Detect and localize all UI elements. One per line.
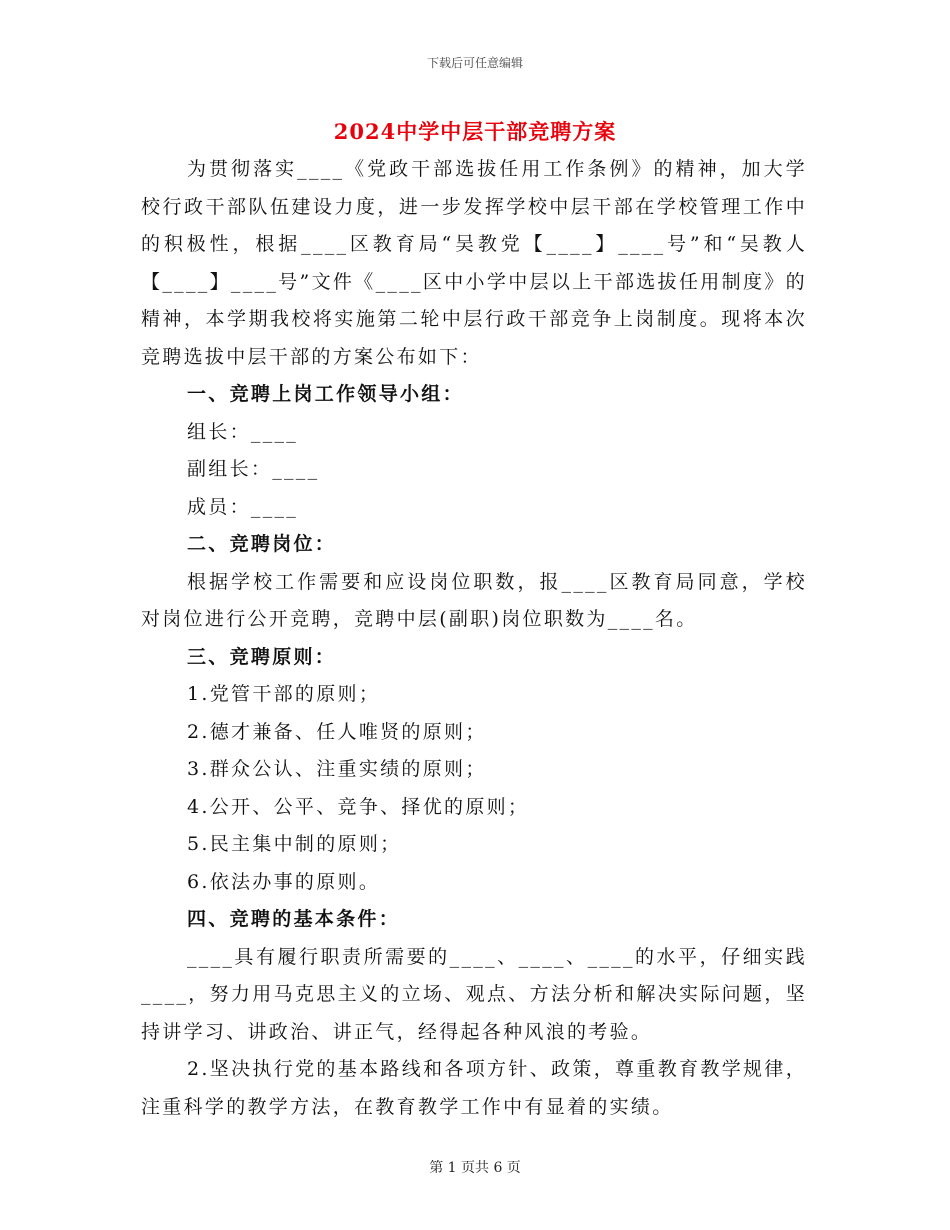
principle-item: 2.德才兼备、任人唯贤的原则； (187, 720, 487, 743)
principle-item: 4.公开、公平、竞争、择优的原则； (187, 795, 530, 818)
condition-paragraph: 2.坚决执行党的基本路线和各项方针、政策，尊重教育教学规律，注重科学的教学方法，在教育教学工作中有显着的实绩。 (141, 1058, 807, 1118)
principle-item: 5.民主集中制的原则； (187, 833, 402, 855)
deputy-leader-line: 副组长：____ (187, 458, 320, 480)
principle-item: 3.群众公认、注重实绩的原则； (187, 758, 487, 780)
principle-item: 1.党管干部的原则； (187, 683, 381, 705)
document-title: 2024中学中层干部竞聘方案 (333, 119, 617, 144)
header-note: 下载后可任意编辑 (426, 56, 523, 70)
section-3-heading: 三、竞聘原则： (187, 645, 337, 668)
document-body (141, 151, 807, 1126)
leader-line: 组长：____ (187, 420, 299, 443)
members-line: 成员：____ (187, 495, 299, 518)
page-footer: 第 1 页共 6 页 (429, 1160, 521, 1176)
section-1-heading: 一、竞聘上岗工作领导小组： (187, 383, 464, 405)
positions-paragraph: 根据学校工作需要和应设岗位职数，报____区教育局同意，学校对岗位进行公开竞聘，竞聘中层(副职)岗位职数为____名。 (141, 570, 807, 630)
section-4-heading: 四、竞聘的基本条件： (187, 908, 401, 930)
condition-paragraph: ____具有履行职责所需要的____、____、____的水平，仔细实践____，努力用马克思主义的立场、观点、方法分析和解决实际问题，坚持讲学习、讲政治、讲正气，经得起各种风浪的考验。 (141, 945, 807, 1043)
intro-paragraph: 为贯彻落实____《党政干部选拔任用工作条例》的精神，加大学校行政干部队伍建设力度，进一步发挥学校中层干部在学校管理工作中的积极性，根据____区教育局“吴教党【____】____号”和“吴教人【____】____号”文件《____区中小学中层以上干部选拔任用制度》的精神，本学期我校将实施第二轮中层行政干部竞争上岗制度。现将本次竞聘选拔中层干部的方案公布如下： (141, 158, 807, 368)
principle-item: 6.依法办事的原则。 (187, 870, 381, 893)
section-2-heading: 二、竞聘岗位： (187, 533, 337, 555)
